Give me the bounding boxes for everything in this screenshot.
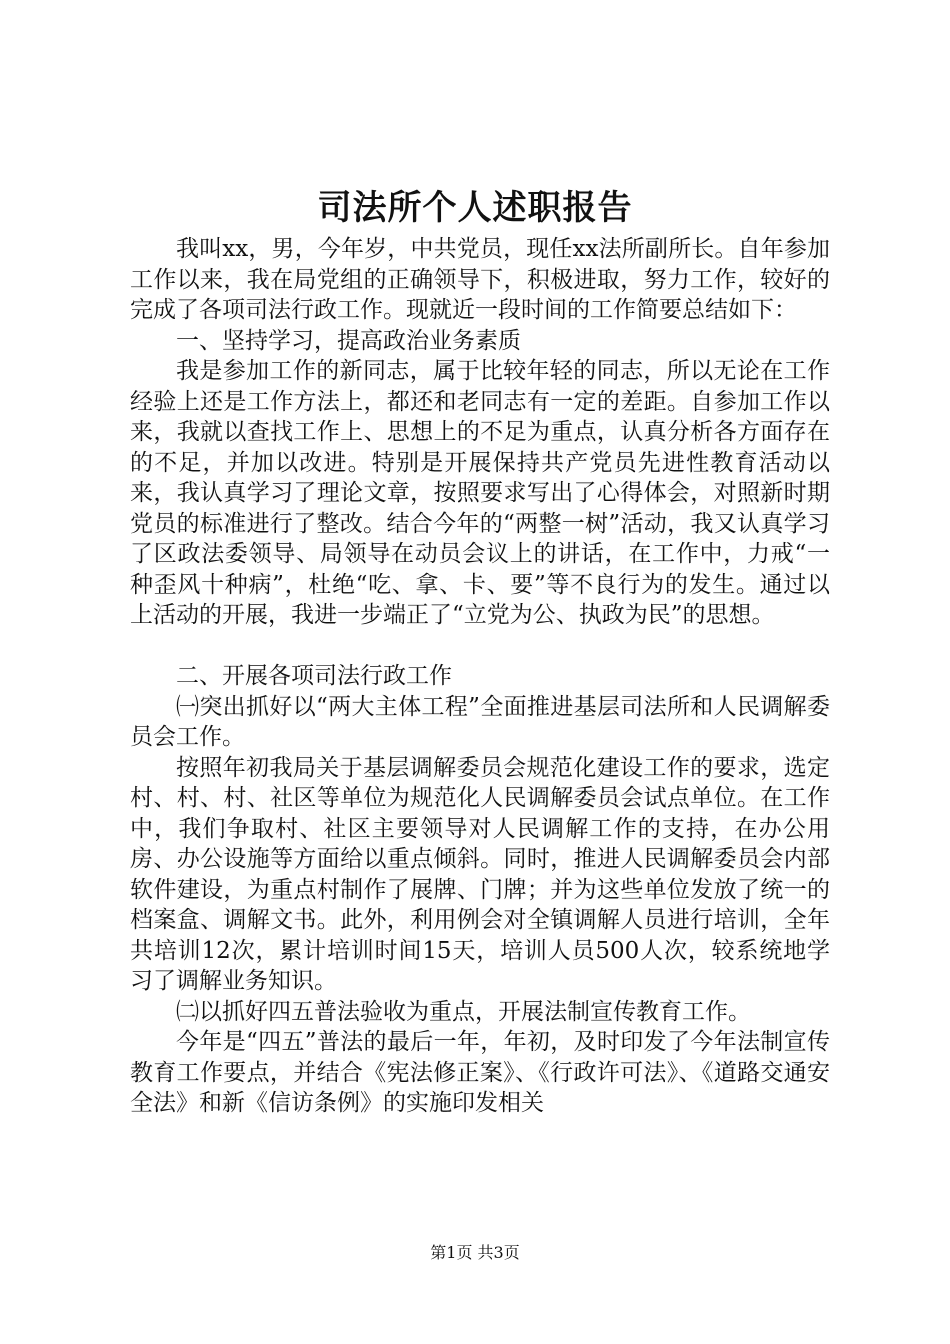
document-body [130,234,830,1119]
subsection-heading-2: ㈡以抓好四五普法验收为重点，开展法制宣传教育工作。 [176,998,751,1025]
section-heading-2: 二、开展各项司法行政工作 [176,663,452,689]
paragraph-intro: 我叫xx，男，今年岁，中共党员，现任xx法所副所长。自年参加工作以来，我在局党组的正确领导下，积极进取，努力工作，较好的完成了各项司法行政工作。现就近一段时间的工作简要总结如下： [130,236,830,323]
section-heading-1: 一、坚持学习，提高政治业务素质 [176,327,521,354]
subsection-heading-1: ㈠突出抓好以“两大主体工程”全面推进基层司法所和人民调解委员会工作。 [130,693,830,750]
document-title: 司法所个人述职报告 [317,188,633,228]
paragraph-spacer [130,631,830,662]
paragraph-legal-education: 今年是“四五”普法的最后一年，年初，及时印发了今年法制宣传教育工作要点，并结合《宪法修正案》、《行政许可法》、《道路交通安全法》和新《信访条例》的实施印发相关 [130,1029,830,1116]
page-number: 第1页 共3页 [430,1243,520,1262]
paragraph-mediation: 按照年初我局关于基层调解委员会规范化建设工作的要求，选定村、村、村、社区等单位为规范化人民调解委员会试点单位。在工作中，我们争取村、社区主要领导对人民调解工作的支持，在办公用房、办公设施等方面给以重点倾斜。同时，推进人民调解委员会内部软件建设，为重点村制作了展牌、门牌；并为这些单位发放了统一的档案盒、调解文书。此外，利用例会对全镇调解人员进行培训，全年共培训12次，累计培训时间15天，培训人员500人次，较系统地学习了调解业务知识。 [130,754,830,994]
paragraph-study: 我是参加工作的新同志，属于比较年轻的同志，所以无论在工作经验上还是工作方法上，都还和老同志有一定的差距。自参加工作以来，我就以查找工作上、思想上的不足为重点，认真分析各方面存在的不足，并加以改进。特别是开展保持共产党员先进性教育活动以来，我认真学习了理论文章，按照要求写出了心得体会，对照新时期党员的标准进行了整改。结合今年的“两整一树”活动，我又认真学习了区政法委领导、局领导在动员会议上的讲话，在工作中，力戒“一种歪风十种病”，杜绝“吃、拿、卡、要”等不良行为的发生。通过以上活动的开展，我进一步端正了“立党为公、执政为民”的思想。 [130,358,830,628]
